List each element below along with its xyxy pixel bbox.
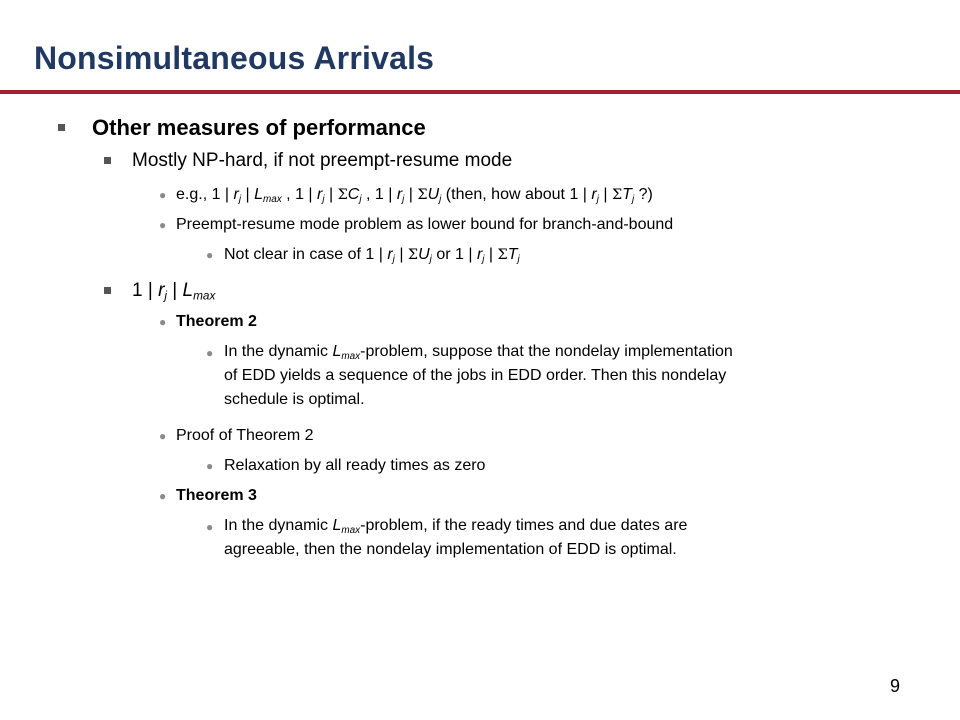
problem-line: 1 | $r_j$ | $L_{max}$	[132, 280, 216, 303]
eg-line: e.g., 1 | $r_j$ | $L_{max}$ , 1 | $r_j$ | $\Sigma C_j$ , 1 | $r_j$ | $\Sigma U_j$ (then, how about 1 | $r_j$ | $\Sigma T_j$ ?)	[176, 186, 653, 205]
dot-bullet-icon: ●	[206, 248, 214, 262]
theorem-2-label: Theorem 2	[176, 313, 257, 330]
not-clear-line: Not clear in case of 1 | $r_j$ | $\Sigma U_j$ or 1 | $r_j$ | $\Sigma T_j$	[224, 246, 520, 265]
proof-label: Proof of Theorem 2	[176, 427, 314, 444]
square-bullet-icon	[104, 287, 111, 294]
square-bullet-icon	[104, 157, 111, 164]
dot-bullet-icon: ●	[159, 489, 167, 503]
square-bullet-icon	[58, 124, 65, 131]
theorem-2-text: In the dynamic $L_{max}$-problem, suppose that the nondelay implementation of EDD yields a sequence of the jobs in EDD order. Then this nondelay schedule is optimal.	[224, 343, 733, 408]
dot-bullet-icon: ●	[159, 429, 167, 443]
np-hard-line: Mostly NP-hard, if not preempt-resume mode	[132, 150, 513, 171]
section-heading: Other measures of performance	[92, 115, 426, 140]
dot-bullet-icon: ●	[206, 459, 214, 473]
page-number: 9	[889, 676, 900, 696]
theorem-3-label: Theorem 3	[176, 487, 257, 504]
theorem-3-text: In the dynamic $L_{max}$-problem, if the ready times and due dates are agreeable, then the nondelay implementation of EDD is optimal.	[224, 517, 688, 558]
dot-bullet-icon: ●	[159, 315, 167, 329]
relaxation-line: Relaxation by all ready times as zero	[224, 457, 486, 474]
lower-bound-line: Preempt-resume mode problem as lower bound for branch-and-bound	[176, 216, 674, 233]
dot-bullet-icon: ●	[206, 346, 214, 360]
slide-title: Nonsimultaneous Arrivals	[34, 40, 435, 76]
dot-bullet-icon: ●	[159, 218, 167, 232]
title-divider	[0, 90, 960, 94]
dot-bullet-icon: ●	[206, 520, 214, 534]
dot-bullet-icon: ●	[159, 188, 167, 202]
